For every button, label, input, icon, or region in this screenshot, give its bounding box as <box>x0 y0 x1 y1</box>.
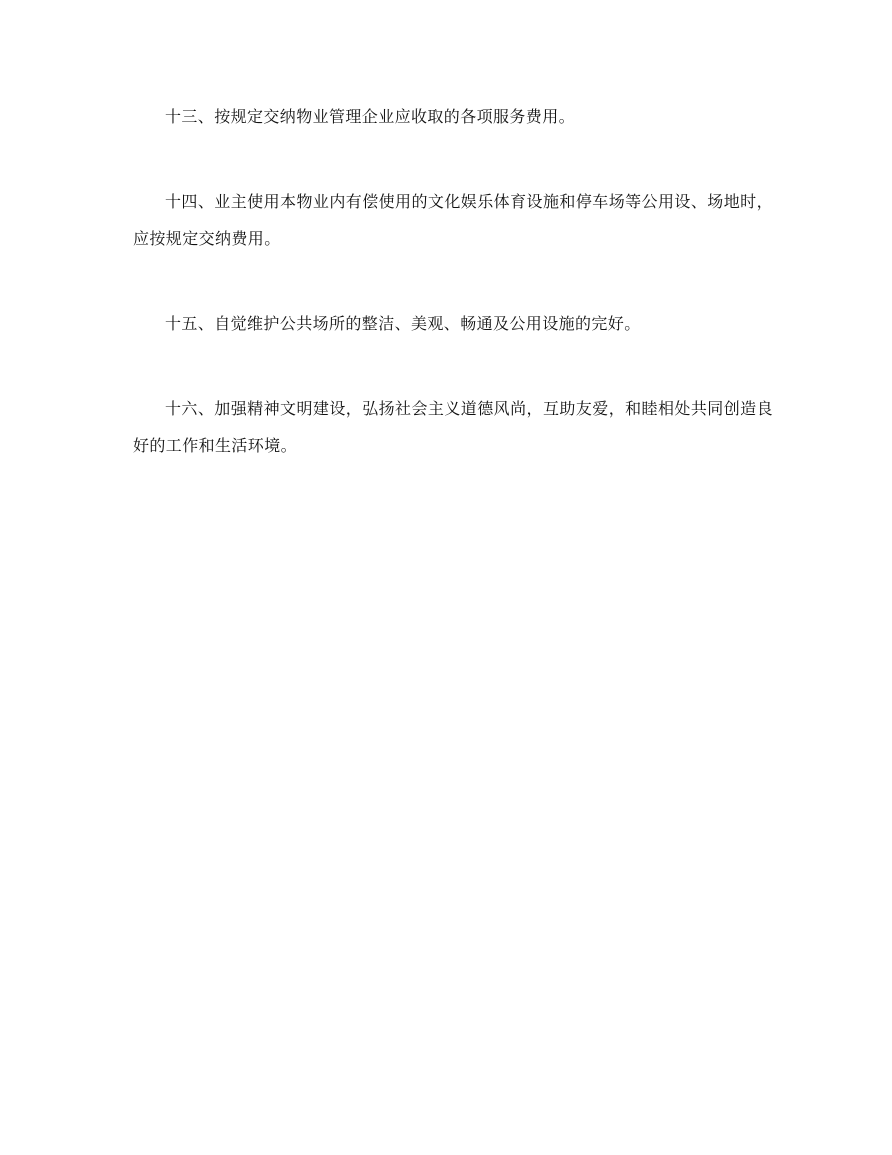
paragraph-item-15: 十五、自觉维护公共场所的整洁、美观、畅通及公用设施的完好。 <box>165 314 641 333</box>
document-body <box>133 98 773 464</box>
paragraph-item-16: 十六、加强精神文明建设，弘扬社会主义道德风尚，互助友爱，和睦相处共同创造良好的工作和生活环境。 <box>133 399 773 455</box>
paragraph-item-14: 十四、业主使用本物业内有偿使用的文化娱乐体育设施和停车场等公用设、场地时，应按规定交纳费用。 <box>133 192 773 248</box>
paragraph-item-13: 十三、按规定交纳物业管理企业应收取的各项服务费用。 <box>165 107 576 126</box>
